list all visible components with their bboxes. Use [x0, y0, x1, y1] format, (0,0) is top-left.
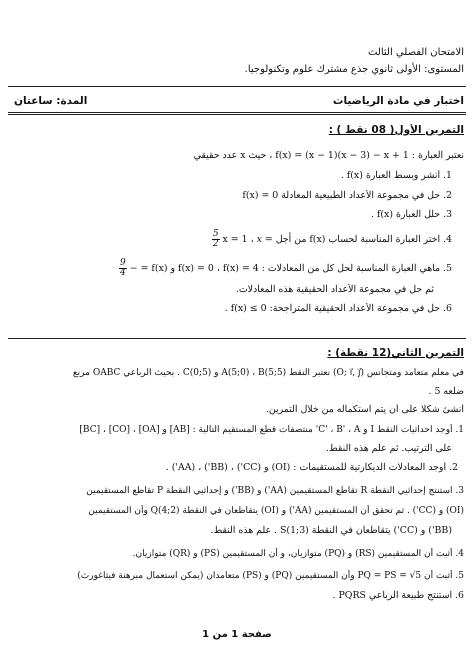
ex2-l9: (BB') و (CC') يتقاطعان في النقطة S(1;3) . علم هذه النقط. [210, 525, 452, 536]
ex2-l1: في معلم متعامد ومتجانس (O; i⃗, j⃗) نعتبر النقط A(5;0) ، B(5;5) و C(0;5) . بحيث الرباعي OABC مربع [72, 368, 464, 378]
ex2-l11: 5. أثبت أن PQ = PS = √5 وأن المستقيمين (PQ) و (PS) متعامدان (يمكن استعمال مبرهنة فيثاغورث) [77, 571, 464, 581]
ex2-l5: على الترتيب. ثم علم هذه النقط. [326, 443, 452, 454]
ex1-q5-text: 5. ماهي العبارة المناسبة لحل كل من المعادلات : f(x) = 0 ، f(x) = 4 و f(x) = − [129, 263, 452, 274]
ex1-q4-x: x = [256, 234, 273, 245]
ex1-intro: نعتبر العبارة : f(x) = (x − 1)(x − 3) − x + 1 ، حيث x عدد حقيقي [193, 150, 464, 161]
ex1-q5-num: 9 [120, 258, 126, 268]
ex1-q4-fraction [212, 230, 220, 249]
exercise-1-title: التمرين الأول( 08 نقط ) : [328, 124, 464, 136]
page-number: صفحة 1 من 1 [202, 629, 272, 640]
subject-label: اختبار في مادة الرياضيات [332, 95, 464, 107]
ex2-l12: 6. استنتج طبيعة الرباعي PQRS . [332, 590, 464, 601]
ex1-q5 [10, 258, 452, 280]
ex2-l10: 4. أثبت أن المستقيمين (RS) و (PQ) متوازيان، و أن المستقيمين (PS) و (QR) متوازيان. [132, 549, 464, 559]
ex1-q4-num: 5 [212, 229, 219, 239]
ex1-q4-text: 4. اختر العبارة المناسبة لحساب f(x) من أجل x = 1 ، [222, 234, 452, 245]
ex2-l2: ضلعه 5 . [428, 386, 464, 397]
header-rule [8, 86, 466, 87]
section-rule [8, 338, 466, 339]
ex1-q2: 2. حل في مجموعة الأعداد الطبيعية المعادلة f(x) = 0 [242, 190, 452, 201]
ex1-q1: 1. أنشر وبسط العبارة f(x) . [340, 170, 452, 181]
ex1-q5-b: ثم حل في مجموعة الأعداد الحقيقية هذه المعادلات. [235, 284, 434, 295]
ex2-l7: 3. استنتج إحداثيي النقطة R تقاطع المستقيمين (AA') و (BB') و إحداثيي النقطة P تقاطع المستقيمين [86, 486, 464, 496]
ex2-l4: 1. أوجد احداثيات النقط I و C' ، B' ، A' منتصفات قطع المستقيم التالية : [AB] و [OA] ، [CO] ، [BC] [79, 425, 464, 435]
ex2-l8: (OI) و (CC') . ثم تحقق أن المستقيمين (AA') و (OI) يتقاطعان في النقطة Q(4;2) وأن المستقيمين [88, 506, 464, 516]
ex1-q6: 6. حل في مجموعة الأعداد الحقيقية المتراجحة: f(x) ≤ 0 . [224, 303, 452, 314]
exercise-2-title: التمرين الثاني(12 نقطة) : [327, 347, 464, 359]
level-label: المستوى: الأولى ثانوي جذع مشترك علوم وتكنولوجيا. [244, 64, 464, 75]
ex1-q4-den: 2 [212, 239, 219, 249]
duration-label: المدة: ساعتان [14, 95, 88, 107]
ex1-q4 [10, 229, 452, 251]
exam-label: الامتحان الفصلي الثالث [367, 47, 464, 58]
ex1-q5-den: 4 [120, 268, 126, 278]
ex1-q3: 3. حلل العبارة f(x) . [370, 209, 452, 220]
ex1-q5-fraction [119, 259, 127, 278]
ex2-l3: أنشئ شكلا على أن يتم استكماله من خلال التمرين. [265, 404, 464, 415]
ex2-l6: 2. أوجد المعادلات الديكارتية للمستقيمات : (OI) و (CC') ، (BB') ، (AA') . [165, 462, 458, 473]
header-double-rule [8, 112, 466, 115]
